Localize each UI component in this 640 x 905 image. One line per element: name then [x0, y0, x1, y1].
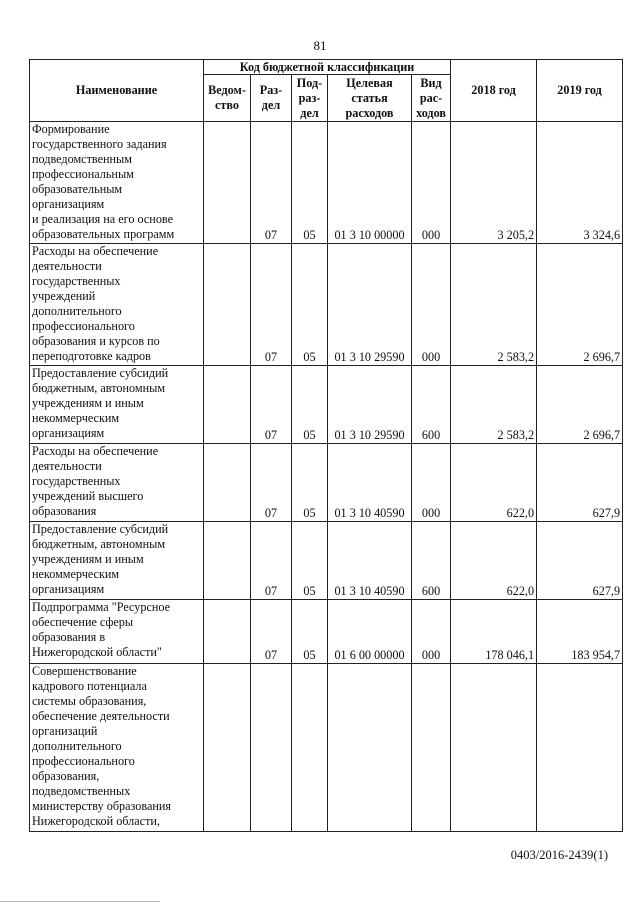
row-2018: 2 583,2 — [451, 366, 537, 444]
row-expense-type — [412, 664, 451, 832]
row-razdel: 07 — [251, 122, 292, 244]
document-code: 0403/2016-2439(1) — [510, 848, 608, 862]
row-expense-type: 600 — [412, 366, 451, 444]
table-row — [30, 522, 623, 600]
row-name: Расходы на обеспечение деятельности государственных учреждений высшего образования — [32, 444, 159, 518]
row-2018 — [451, 664, 537, 832]
row-target-article: 01 3 10 40590 — [328, 522, 412, 600]
row-name: Подпрограмма "Ресурсное обеспечение сферы образования в Нижегородской области" — [32, 600, 171, 659]
row-2019 — [537, 664, 623, 832]
row-target-article: 01 3 10 29590 — [328, 244, 412, 366]
budget-table — [29, 59, 623, 832]
row-2019: 183 954,7 — [537, 600, 623, 664]
row-name: Расходы на обеспечение деятельности государственных учреждений дополнительного профессионального образования и курсов по переподготовке кадров — [32, 244, 160, 363]
row-razdel: 07 — [251, 522, 292, 600]
row-expense-type: 600 — [412, 522, 451, 600]
scan-artifact-line — [0, 901, 160, 902]
row-razdel: 07 — [251, 366, 292, 444]
row-name: Предоставление субсидий бюджетным, автономным учреждениям и иным некоммерческим организациям — [32, 366, 169, 440]
header-podrazdel: Под- раз- дел — [292, 75, 328, 122]
table-row — [30, 444, 623, 522]
header-ved: Ведом- ство — [204, 75, 251, 122]
row-name: Предоставление субсидий бюджетным, автономным учреждениям и иным некоммерческим организациям — [32, 522, 169, 596]
header-name: Наименование — [30, 60, 204, 122]
header-2018: 2018 год — [451, 60, 537, 122]
header-razdel: Раз- дел — [251, 75, 292, 122]
row-name: Совершенствование кадрового потенциала системы образования, обеспечение деятельности организаций дополнительного профессионального образования, подведомственных министерству образования Нижегородской области, — [32, 664, 172, 828]
row-expense-type: 000 — [412, 244, 451, 366]
header-target-article: Целевая статья расходов — [328, 75, 412, 122]
row-2018: 622,0 — [451, 444, 537, 522]
row-expense-type: 000 — [412, 600, 451, 664]
header-2019: 2019 год — [537, 60, 623, 122]
row-expense-type: 000 — [412, 444, 451, 522]
page-number: 81 — [313, 38, 327, 53]
table-row — [30, 122, 623, 244]
row-razdel: 07 — [251, 244, 292, 366]
table-row — [30, 600, 623, 664]
row-2019: 627,9 — [537, 444, 623, 522]
row-2019: 627,9 — [537, 522, 623, 600]
row-podrazdel: 05 — [292, 600, 328, 664]
row-podrazdel: 05 — [292, 244, 328, 366]
row-podrazdel: 05 — [292, 366, 328, 444]
row-ved — [204, 600, 251, 664]
row-target-article: 01 3 10 00000 — [328, 122, 412, 244]
row-ved — [204, 122, 251, 244]
row-razdel: 07 — [251, 600, 292, 664]
row-podrazdel: 05 — [292, 122, 328, 244]
row-2018: 622,0 — [451, 522, 537, 600]
header-classification-group: Код бюджетной классификации — [204, 60, 451, 75]
row-2019: 2 696,7 — [537, 366, 623, 444]
header-expense-type: Вид рас- ходов — [412, 75, 451, 122]
row-ved — [204, 444, 251, 522]
row-razdel: 07 — [251, 444, 292, 522]
row-podrazdel — [292, 664, 328, 832]
table-row — [30, 664, 623, 832]
row-target-article: 01 3 10 40590 — [328, 444, 412, 522]
row-podrazdel: 05 — [292, 444, 328, 522]
row-ved — [204, 366, 251, 444]
row-target-article — [328, 664, 412, 832]
row-2018: 3 205,2 — [451, 122, 537, 244]
row-name: Формирование государственного задания подведомственным профессиональным образовательным организациям и реализация на его основе образовательных программ — [32, 122, 175, 241]
table-row — [30, 244, 623, 366]
row-2018: 2 583,2 — [451, 244, 537, 366]
row-2018: 178 046,1 — [451, 600, 537, 664]
row-2019: 3 324,6 — [537, 122, 623, 244]
row-2019: 2 696,7 — [537, 244, 623, 366]
row-expense-type: 000 — [412, 122, 451, 244]
row-podrazdel: 05 — [292, 522, 328, 600]
row-target-article: 01 3 10 29590 — [328, 366, 412, 444]
row-target-article: 01 6 00 00000 — [328, 600, 412, 664]
row-ved — [204, 664, 251, 832]
row-ved — [204, 244, 251, 366]
row-ved — [204, 522, 251, 600]
table-row — [30, 366, 623, 444]
row-razdel — [251, 664, 292, 832]
